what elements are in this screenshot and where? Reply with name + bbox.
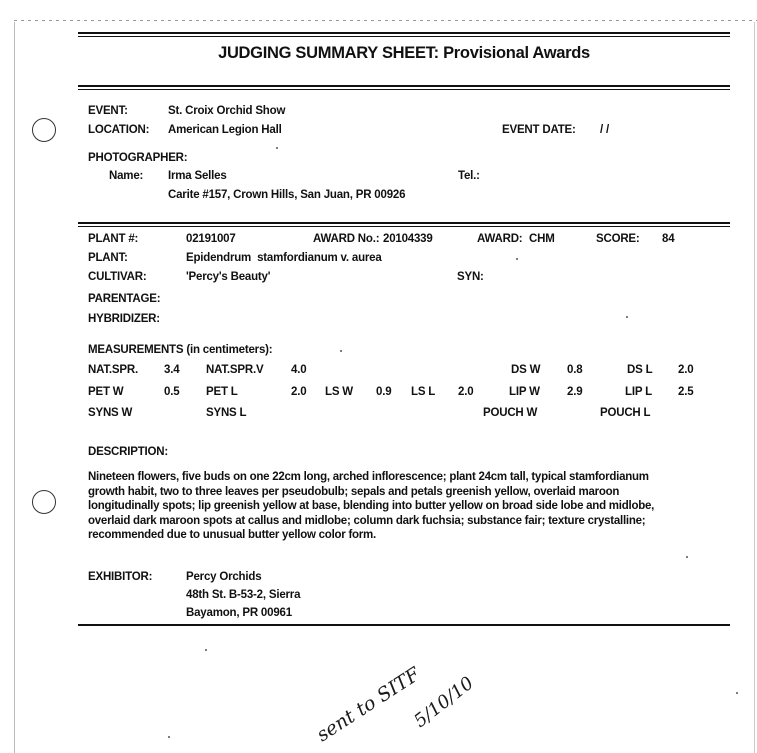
rule-top-1 (78, 32, 730, 34)
rule-section-2 (78, 226, 730, 227)
ls-w-label: LS W (325, 386, 353, 398)
event-label: EVENT: (88, 105, 128, 117)
photographer-address: Carite #157, Crown Hills, San Juan, PR 00926 (168, 189, 406, 201)
plant-num-label: PLANT #: (88, 233, 139, 245)
scan-top-edge (14, 20, 757, 21)
event-value: St. Croix Orchid Show (168, 105, 286, 117)
pet-w-value: 0.5 (164, 386, 180, 398)
punch-hole-top (32, 118, 56, 142)
cultivar-label: CULTIVAR: (88, 271, 147, 283)
lip-l-value: 2.5 (678, 386, 694, 398)
description-text: Nineteen flowers, five buds on one 22cm long, arched inflorescence; plant 24cm tall, typical stamfordianum growth habit, two to three leaves per pseudobulb; sepals and petals greenish yellow, overlaid maroon longitudinally spots; lip greenish yellow at base, blending into butter yellow on broad side lobe and midlobe, overlaid dark maroon spots at callus and midlobe; column dark fuchsia; substance fair; texture crystalline; recommended due to unusual butter yellow color form. (88, 471, 655, 542)
rule-bottom (78, 624, 730, 626)
rule-section-1 (78, 222, 730, 224)
ls-l-label: LS L (411, 386, 436, 398)
hybridizer-label: HYBRIDIZER: (88, 313, 160, 325)
exhibitor-address-2: Bayamon, PR 00961 (186, 607, 292, 619)
scan-speck (340, 350, 342, 352)
parentage-label: PARENTAGE: (88, 293, 161, 305)
nat-spr-label: NAT.SPR. (88, 364, 138, 376)
ds-w-value: 0.8 (567, 364, 583, 376)
photographer-name-label: Name: (109, 170, 144, 182)
scan-right-edge (754, 22, 755, 753)
cultivar-value: 'Percy's Beauty' (186, 271, 271, 283)
scan-speck (276, 147, 278, 149)
lip-w-label: LIP W (509, 386, 540, 398)
pet-l-label: PET L (206, 386, 238, 398)
syns-w-label: SYNS W (88, 407, 133, 419)
scan-left-edge (14, 22, 15, 753)
award-no-value: 20104339 (383, 233, 433, 245)
scan-speck (205, 649, 207, 651)
score-label: SCORE: (596, 233, 640, 245)
lip-l-label: LIP L (625, 386, 652, 398)
score-value: 84 (662, 233, 675, 245)
pouch-l-label: POUCH L (600, 407, 651, 419)
photographer-name-value: Irma Selles (168, 170, 227, 182)
handwritten-line-2: 5/10/10 (410, 672, 478, 732)
exhibitor-address-1: 48th St. B-53-2, Sierra (186, 589, 301, 601)
syn-label: SYN: (457, 271, 484, 283)
ds-l-label: DS L (627, 364, 653, 376)
photographer-label: PHOTOGRAPHER: (88, 152, 188, 164)
event-date-value: / / (600, 124, 609, 136)
event-date-label: EVENT DATE: (502, 124, 576, 136)
scan-speck (516, 258, 518, 260)
scan-speck (736, 692, 738, 694)
tel-label: Tel.: (458, 170, 480, 182)
award-no-label: AWARD No.: (313, 233, 380, 245)
syns-l-label: SYNS L (206, 407, 247, 419)
scan-speck (686, 556, 688, 558)
lip-w-value: 2.9 (567, 386, 583, 398)
ls-w-value: 0.9 (376, 386, 392, 398)
plant-num-value: 02191007 (186, 233, 236, 245)
page-title: JUDGING SUMMARY SHEET: Provisional Awards (218, 44, 590, 62)
nat-spr-value: 3.4 (164, 364, 180, 376)
exhibitor-name: Percy Orchids (186, 571, 262, 583)
punch-hole-bottom (32, 490, 56, 514)
plant-value: Epidendrum stamfordianum v. aurea (186, 252, 382, 264)
rule-title-bottom-1 (78, 85, 730, 87)
ls-l-value: 2.0 (458, 386, 474, 398)
rule-top-2 (78, 36, 730, 37)
handwritten-note (300, 640, 520, 750)
handwritten-line-1: sent to SITF (312, 663, 425, 747)
location-label: LOCATION: (88, 124, 150, 136)
nat-spr-v-label: NAT.SPR.V (206, 364, 264, 376)
award-value: CHM (529, 233, 555, 245)
plant-label: PLANT: (88, 252, 128, 264)
nat-spr-v-value: 4.0 (291, 364, 307, 376)
ds-w-label: DS W (511, 364, 541, 376)
description-label: DESCRIPTION: (88, 446, 169, 458)
award-label: AWARD: (477, 233, 523, 245)
ds-l-value: 2.0 (678, 364, 694, 376)
measurements-heading: MEASUREMENTS (in centimeters): (88, 344, 273, 356)
pet-l-value: 2.0 (291, 386, 307, 398)
pet-w-label: PET W (88, 386, 124, 398)
scan-speck (626, 316, 628, 318)
scan-speck (168, 736, 170, 738)
rule-title-bottom-2 (78, 89, 730, 90)
location-value: American Legion Hall (168, 124, 282, 136)
exhibitor-label: EXHIBITOR: (88, 571, 153, 583)
pouch-w-label: POUCH W (483, 407, 538, 419)
